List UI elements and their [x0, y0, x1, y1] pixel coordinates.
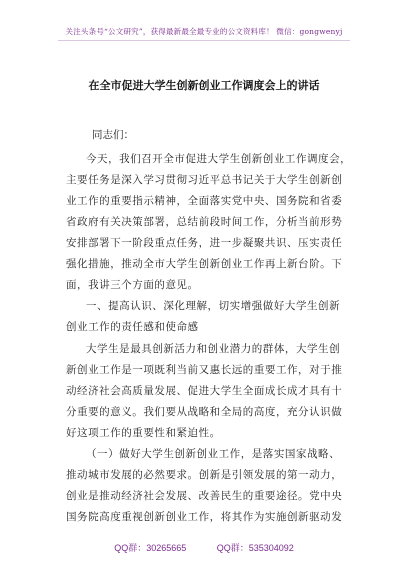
body-line: 省政府有关决策部署，总结前段时间工作，分析当前形势: [66, 216, 343, 228]
body-line: 强化措施，推动全市大学生创新创业工作再上新台阶。下: [66, 258, 343, 270]
body-line: 安排部署下一阶段重点任务，进一步凝聚共识、压实责任: [66, 237, 343, 249]
body-line: 国务院高度重视创新创业工作，将其作为实施创新驱动发: [66, 511, 343, 523]
footer-contacts: [0, 541, 408, 554]
document-title: 在全市促进大学生创新创业工作调度会上的讲话: [88, 79, 320, 92]
footer-qq-2: QQ群：535304092: [216, 543, 294, 553]
body-line: 业工作的重要指示精神，全面落实党中央、国务院和省委: [66, 195, 343, 207]
body-line: 大学生是最具创新活力和创业潜力的群体，大学生创: [86, 343, 341, 355]
section-heading-line: 创业工作的责任感和使命感: [66, 321, 199, 333]
body-line: 推动城市发展的必然要求。创新是引领发展的第一动力，: [66, 469, 343, 481]
body-line: 今天，我们召开全市促进大学生创新创业工作调度会，: [86, 153, 352, 165]
footer-qq-1: QQ群：30265665: [114, 543, 187, 553]
body-line: 主要任务是深入学习贯彻习近平总书记关于大学生创新创: [66, 174, 343, 186]
body-line: 新创业工作是一项既利当前又惠长远的重要工作，对于推: [66, 364, 343, 376]
body-line: 面，我讲三个方面的意见。: [66, 279, 199, 291]
body-line: 创业是推动经济社会发展、改善民生的重要途径。党中央: [66, 490, 343, 502]
section-heading-line: 一、提高认识、深化理解，切实增强做好大学生创新: [86, 300, 341, 312]
body-line: 好这项工作的重要性和紧迫性。: [66, 427, 221, 439]
header-banner: 关注头条号“公文研究”，获得最新最全最专业的公文资料库！ 微信：gongwenyj: [65, 27, 343, 36]
header-divider: [58, 40, 350, 41]
body-line: 分重要的意义。我们要从战略和全局的高度，充分认识做: [66, 406, 343, 418]
salutation: 同志们：: [92, 129, 134, 141]
subsection-line: （一）做好大学生创新创业工作，是落实国家战略、: [86, 448, 341, 460]
body-line: 动经济社会高质量发展、促进大学生全面成长成才具有十: [66, 385, 343, 397]
